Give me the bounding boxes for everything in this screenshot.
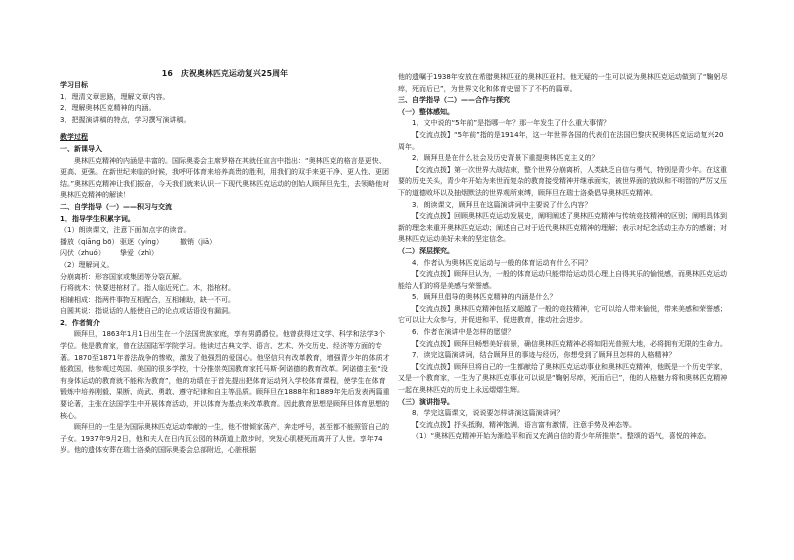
word-item xyxy=(180,248,240,260)
answer: 【交流点拨】顾拜旦认为，一般的体育运动只能带给运动员心理上自得其乐的愉悦感，而奥林匹克运动能给人们的将是美感与荣誉感。 xyxy=(398,270,727,290)
subsection-heading: （一）整体感知。 xyxy=(398,107,454,116)
left-column xyxy=(60,80,390,457)
goal-item: 1．理清文章思路，理解文章内容。 xyxy=(60,92,170,101)
question: 7．读完这篇演讲词，结合顾拜旦的事迹与经历，你想受到了顾拜旦怎样的人格精神？ xyxy=(412,351,676,360)
continued-paragraph: 他的遗嘱于1938年安放在希腊奥林匹亚的奥林匹亚村。他无疑的一生可以说为奥林匹克运动做到了“鞠躬尽瘁，死而后已”，为世界文化和体育史留下了不朽的篇章。 xyxy=(398,73,728,93)
answer: 【交流点拨】顾拜旦畅想美好前景，确信奥林匹克精神必将如阳光普照大地，必将拥有无限的生命力。 xyxy=(412,339,727,348)
section-heading: 一、新课导入 xyxy=(60,144,102,153)
vocab-item: 自圆其说：指说话的人能使自己的论点或话语没有漏洞。 xyxy=(60,307,235,316)
answer: 【交流点拨】“5年前”指的是1914年，这一年世界各国的代表们在法国巴黎庆祝奥林匹克运动复兴20周年。 xyxy=(398,130,724,151)
answer: （1）“奥林匹克精神开始为渐趋平和而又充满自信的青少年所推崇”。整颂的语气，喜悦的神态。 xyxy=(412,432,711,441)
subsection-heading: （三）演讲指导。 xyxy=(398,397,454,406)
goal-item: 3．把握演讲稿的特点，学习撰写演讲稿。 xyxy=(60,115,191,124)
subsection-heading: 1．指导学生积累字词。 xyxy=(60,214,135,223)
section-heading: 三、自学指导（二）——合作与探究 xyxy=(398,96,510,105)
question: 4．作者认为奥林匹克运动与一般的体育运动有什么不同？ xyxy=(412,258,592,267)
document-page xyxy=(12,10,782,550)
instruction-line: （1）朗读课文，注意下面加点字的读音。 xyxy=(60,226,191,235)
goal-item: 2．理解奥林匹克精神的内涵。 xyxy=(60,104,156,113)
vocab-item: 行将就木：快要进棺材了。指人临近死亡。木，指棺材。 xyxy=(60,284,235,293)
vocab-item: 相辅相成：指两件事物互相配合，互相辅助，缺一不可。 xyxy=(60,295,235,304)
page-title: 16 庆祝奥林匹克运动复兴25周年 xyxy=(161,69,289,78)
word-item: 闪伏（zhuó） xyxy=(60,249,105,258)
intro-paragraph: 奥林匹克精神的内涵是丰富的。国际奥委会主席罗格在其就任宣言中指出：“奥林匹克的格言是更快、更高、更强。在新世纪来临的时候，我呼吁体育来培养高贵的胜利，用我们的双手来更干净、更人性、更团结。”奥林匹克精神让我们振奋，今天我们就来认识一下现代奥林匹克运动的创始人顾拜旦先生，去领略他对奥林匹克精神的解读！ xyxy=(60,156,390,200)
question: 1．文中说的“5年前”是指哪一年？那一年发生了什么重大事情？ xyxy=(412,119,611,128)
word-item: 挚爱（zhì） xyxy=(120,249,159,258)
word-item: 撤销（jiā） xyxy=(180,237,217,246)
word-item: 驱逐（yíng） xyxy=(120,237,163,246)
answer: 【交流点拨】顾拜旦将自己的一生都献给了奥林匹克运动事业和奥林匹克精神，他既是一个历史学家，又是一个教育家，一生为了奥林匹克事业可以说是“鞠躬尽瘁，死而后已”，他的人格魅力将和奥林匹克精神一起在奥林匹克的历史上永远熠熠生辉。 xyxy=(398,362,728,395)
question: 2．顾拜旦是在什么社会及历史背景下重提奥林匹克主义的？ xyxy=(412,154,599,163)
right-column xyxy=(398,72,728,443)
question: 8．学完这篇课文，说说要怎样讲演这篇演讲词？ xyxy=(412,409,564,418)
answer: 【交流点拨】抒头抵胸，精神饱满，语言富有激情，注意手势及神态等。 xyxy=(412,420,636,429)
author-paragraph: 顾拜旦的一生是为国际奥林匹克运动奉献的一生，他不惜倾家荡产，奔走呼号，甚至都不能照管自己的子女。1937年9月2日，他和夫人在日内瓦公园的林荫道上散步时，突发心肌梗死而离开了人世。享年74岁。他的遗体安葬在瑞士洛桑的国际奥委会总部附近，心脏根据 xyxy=(60,423,389,455)
section-heading: 二、自学指导（一）——积习与交流 xyxy=(60,202,172,211)
question: 5．顾拜旦倡导的奥林匹克精神的内涵是什么？ xyxy=(412,293,557,302)
instruction-line: （2）理解词义。 xyxy=(60,260,114,269)
question: 6．作者在演讲中是怎样的愿望？ xyxy=(412,328,515,337)
answer: 【交流点拨】奥林匹克精神包括又超越了一般的竞技精神，它可以给人带来愉悦，带来美感和荣誉感；它可以让大众参与，并促进和平、促进教育，推动社会进步。 xyxy=(398,304,727,325)
subsection-heading: （二）深层探究。 xyxy=(398,246,454,255)
pronunciation-words xyxy=(60,237,390,260)
answer: 【交流点拨】第一次世界大战结束，整个世界分崩离析，人类缺乏自信与勇气，特别是青少年。在这重要的历史关头，青少年开始为来世而复杂的教育接受精神并继承面实，被世界面的放纵和不明智的严厉又压下的道德败坏以及抽烟默法的世界观所束缚，顾拜旦在瑞士洛桑倡导奥林匹克精神。 xyxy=(398,165,727,197)
word-item: 播放（qiāng bō） xyxy=(60,237,119,246)
vocab-item: 分崩离析：形容国家或集团等分裂瓦解。 xyxy=(60,272,186,281)
question: 3．朗读课文，顾拜旦在这篇演讲词中主要说了什么内容？ xyxy=(412,200,592,209)
process-heading: 教学过程 xyxy=(60,133,88,142)
goals-heading: 学习目标 xyxy=(60,81,88,89)
subsection-heading: 2．作者简介 xyxy=(60,318,100,327)
author-paragraph: 顾拜旦，1863年1月1日出生在一个法国贵族家庭，享有男爵爵位。他曾获得过文学、科学和法学3个学位。他是教育家，曾在法国陆军学院学习。他读过古典文学、语言、艺术、外交历史、经济等方面的专著。1870至1871年普法战争的惨败，激发了他强烈的爱国心。他坚信只有改革教育，增强青少年的体质才能救国，他参观过英国、美国的很多学校，十分推崇英国教育家托马斯·阿诺德的教育改革。阿诺德主张“没有身体运动的教育就不能称为教育”，他的功绩在于首先提出把体育运动列入学校体育课程，使学生在体育锻炼中培养刚毅、果断、尚武、勇敢、遵守纪律和自主等品质。顾拜旦在1888年和1889年先后发表两篇重要论著，主张在法国学生中开展体育活动，并以体育为基点来改革教育。因此教育思想是顾拜旦体育思想的核心。 xyxy=(60,330,390,420)
answer: 【交流点拨】回顾奥林匹克运动发展史，阐明阐述了奥林匹克精神与传统竞技精神的区别；阐明具体到新的理念来重开奥林匹克运动；阐述自己对于近代奥林匹克精神的理解；表示对纪念活动主办方的感谢；对奥林匹克运动美好未来的坚定信念。 xyxy=(398,212,727,244)
